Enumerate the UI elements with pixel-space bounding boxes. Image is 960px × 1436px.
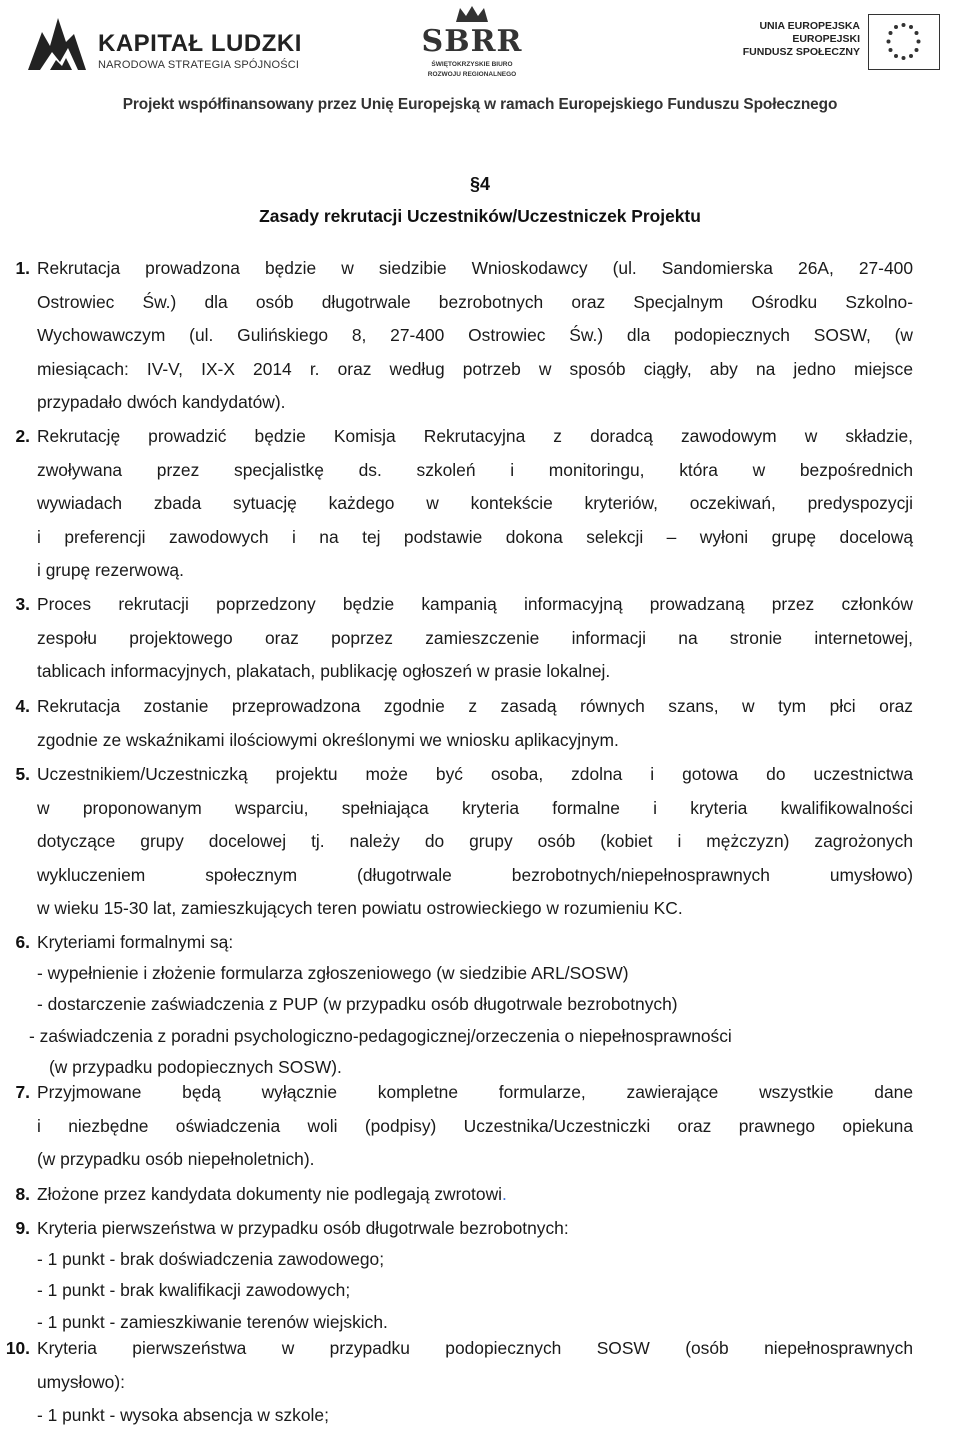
item-number: 3. [15,594,30,614]
item-text-line: - 1 punkt - zamieszkiwanie terenów wiejskich. [37,1311,388,1332]
item-text-line: Kryteria pierwszeństwa w przypadku osób długotrwale bezrobotnych: [37,1218,569,1238]
item-text-line: zespołu projektowego oraz poprzez zamieszczenie informacji na stronie internetowej, [37,627,913,648]
item-text-line: Kryteria pierwszeństwa w przypadku podopiecznych SOSW (osób niepełnosprawnych [37,1338,913,1358]
item-text-line: Ostrowiec Św.) dla osób długotrwale bezrobotnych oraz Specjalnym Ośrodku Szkolno- [37,291,913,312]
item-text-line: miesiącach: IV-V, IX-X 2014 r. oraz według potrzeb w sposób ciągły, aby na jedno miejsce [37,358,913,379]
header-banner [0,0,960,130]
item-text-line: - 1 punkt - wysoka absencja w szkole; [37,1405,329,1426]
ue-line-1: UNIA EUROPEJSKA [759,20,860,32]
item-text-line: (w przypadku osób niepełnoletnich). [37,1149,315,1170]
item-text-line: w proponowanym wsparciu, spełniająca kryteria formalne i kryteria kwalifikowalności [37,797,913,818]
kapital-ludzki-logo [22,12,322,74]
item-text-line: zwoływana przez specjalistkę ds. szkoleń i monitoringu, która w bezpośrednich [37,459,913,480]
item-text-line: wywiadach zbada sytuację każdego w kontekście kryteriów, oczekiwań, predyspozycji [37,493,913,514]
item-text-line: i preferencji zawodowych i na tej podstawie dokona selekcji – wyłoni grupę docelową [37,526,913,547]
kapital-ludzki-subtitle: NARODOWA STRATEGIA SPÓJNOŚCI [98,59,300,71]
sbrr-logo [412,4,532,88]
item-text-line: Złożone przez kandydata dokumenty nie podlegają zwrotowi. [37,1184,507,1204]
kapital-ludzki-emblem-icon [22,12,92,74]
section-number: §4 [469,174,491,194]
item-text-line: w wieku 15-30 lat, zamieszkujących teren powiatu ostrowieckiego w rozumieniu KC. [37,898,683,919]
item-text-line: wykluczeniem społecznym (długotrwale bezrobotnych/niepełnosprawnych umysłowo) [37,864,913,885]
item-text-line: - zaświadczenia z poradni psychologiczno-pedagogicznej/orzeczenia o niepełnosprawności [29,1025,732,1046]
item-number: 4. [15,696,30,716]
item-text-line: - 1 punkt - brak doświadczenia zawodowego; [37,1249,385,1270]
item-text-line: Rekrutacja zostanie przeprowadzona zgodnie z zasadą równych szans, w tym płci oraz [37,696,913,716]
item-text-line: Proces rekrutacji poprzedzony będzie kampanią informacyjną prowadzaną przez członków [37,594,913,614]
item-text-line: zgodnie ze wskaźnikami ilościowymi określonymi we wniosku aplikacyjnym. [37,729,619,750]
item-text-line: - dostarczenie zaświadczenia z PUP (w przypadku osób długotrwale bezrobotnych) [37,994,678,1015]
item-text-line: tablicach informacyjnych, plakatach, publikację ogłoszeń w prasie lokalnej. [37,661,611,682]
item-text-line: Rekrutacja prowadzona będzie w siedzibie Wnioskodawcy (ul. Sandomierska 26A, 27-400 [37,258,913,278]
item-text-line: Rekrutację prowadzić będzie Komisja Rekrutacyjna z doradcą zawodowym w składzie, [37,426,913,446]
ue-text [740,20,860,59]
item-number: 2. [15,426,30,446]
item-text-line: - wypełnienie i złożenie formularza zgłoszeniowego (w siedzibie ARL/SOSW) [37,963,629,984]
ue-line-2: EUROPEJSKI [792,33,860,45]
banner-caption: Projekt współfinansowany przez Unię Europejską w ramach Europejskiego Funduszu Społecznego [122,96,838,113]
sbrr-crown-icon [452,4,492,24]
item-number: 7. [15,1082,30,1102]
item-number: 5. [15,764,30,784]
item-text-line: Wychowawczym (ul. Gulińskiego 8, 27-400 Ostrowiec Św.) dla podopiecznych SOSW, (w [37,325,913,346]
item-text-line: dotyczące grupy docelowej tj. należy do grupy osób (kobiet i mężczyzn) zagrożonych [37,831,913,852]
item-number: 9. [15,1218,30,1238]
item-number: 1. [15,258,30,278]
eu-flag-icon [868,14,940,70]
sbrr-mark: SBRR [421,24,523,59]
sbrr-subtitle-2: ROZWOJU REGIONALNEGO [427,71,517,78]
item-text-line: umysłowo): [37,1371,125,1392]
section-title: Zasady rekrutacji Uczestników/Uczestniczek Projektu [259,206,701,226]
item-text-line: Uczestnikiem/Uczestniczką projektu może być osoba, zdolna i gotowa do uczestnictwa [37,764,913,784]
item-number: 10. [5,1338,30,1358]
item-text-line: Przyjmowane będą wyłącznie kompletne formularze, zawierające wszystkie dane [37,1082,913,1102]
item-text-line: - 1 punkt - brak kwalifikacji zawodowych; [37,1280,351,1301]
item-text-line: (w przypadku podopiecznych SOSW). [49,1056,342,1077]
ue-line-3: FUNDUSZ SPOŁECZNY [742,46,860,58]
item-number: 8. [15,1184,30,1204]
kapital-ludzki-title: KAPITAŁ LUDZKI [98,30,302,57]
item-text-line: Kryteriami formalnymi są: [37,932,234,952]
sbrr-subtitle-1: ŚWIĘTOKRZYSKIE BIURO [431,61,513,68]
item-number: 6. [15,932,30,952]
item-text-line: i grupę rezerwową. [37,560,184,581]
item-text-line: i niezbędne oświadczenia woli (podpisy) Uczestnika/Uczestniczki oraz prawnego opiekuna [37,1115,913,1136]
item-text-line: przypadało dwóch kandydatów). [37,392,286,413]
ue-efs-logo [740,12,940,74]
